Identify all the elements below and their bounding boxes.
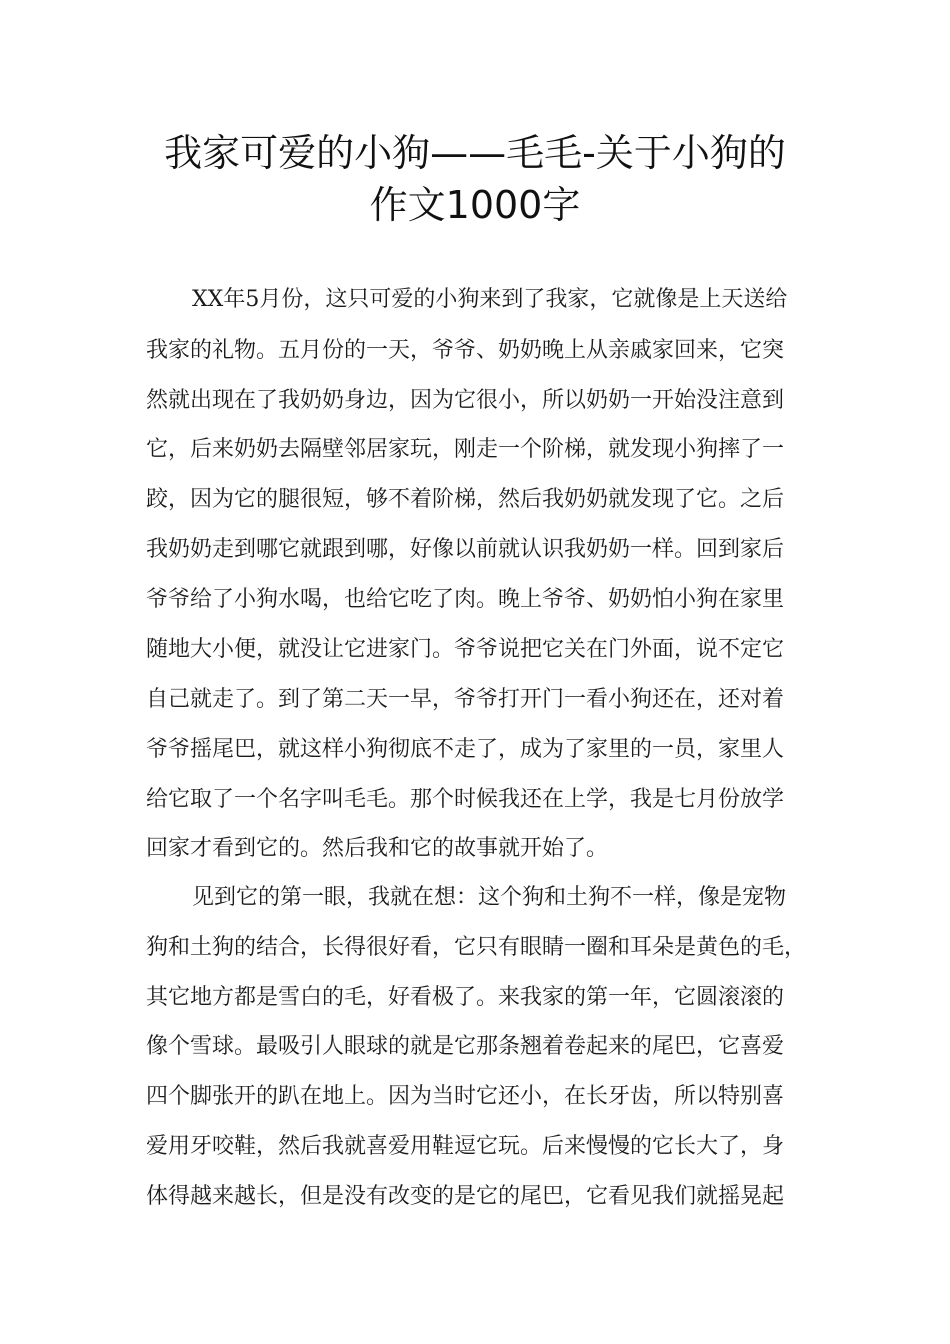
document-title-line-1: 我家可爱的小狗——毛毛-关于小狗的 bbox=[164, 131, 786, 175]
paragraph-2-line-1: 见到它的第一眼，我就在想：这个狗和土狗不一样，像是宠物 bbox=[192, 885, 787, 910]
paragraph-1-line-1: XX年5月份，这只可爱的小狗来到了我家，它就像是上天送给 bbox=[192, 287, 788, 312]
paragraph-1-line-10: 爷爷摇尾巴，就这样小狗彻底不走了，成为了家里的一员，家里人 bbox=[146, 737, 785, 762]
paragraph-1-line-9: 自己就走了。到了第二天一早，爷爷打开门一看小狗还在，还对着 bbox=[146, 687, 785, 712]
paragraph-1-line-4: 它，后来奶奶去隔壁邻居家玩，刚走一个阶梯，就发现小狗摔了一 bbox=[146, 437, 785, 462]
paragraph-2-line-4: 像个雪球。最吸引人眼球的就是它那条翘着卷起来的尾巴，它喜爱 bbox=[146, 1034, 785, 1059]
paragraph-1-line-7: 爷爷给了小狗水喝，也给它吃了肉。晚上爷爷、奶奶怕小狗在家里 bbox=[146, 587, 785, 612]
paragraph-2-line-2: 狗和土狗的结合，长得很好看，它只有眼睛一圈和耳朵是黄色的毛， bbox=[146, 935, 807, 960]
paragraph-2-line-6: 爱用牙咬鞋，然后我就喜爱用鞋逗它玩。后来慢慢的它长大了，身 bbox=[146, 1134, 785, 1159]
paragraph-1-line-12: 回家才看到它的。然后我和它的故事就开始了。 bbox=[146, 836, 609, 861]
paragraph-1-line-6: 我奶奶走到哪它就跟到哪，好像以前就认识我奶奶一样。回到家后 bbox=[146, 537, 785, 562]
document-title-line-2: 作文1000字 bbox=[369, 183, 581, 227]
paragraph-2-line-3: 其它地方都是雪白的毛，好看极了。来我家的第一年，它圆滚滚的 bbox=[146, 985, 785, 1010]
paragraph-2-line-7: 体得越来越长，但是没有改变的是它的尾巴，它看见我们就摇晃起 bbox=[146, 1184, 785, 1209]
paragraph-2-line-5: 四个脚张开的趴在地上。因为当时它还小，在长牙齿，所以特别喜 bbox=[146, 1084, 785, 1109]
paragraph-1-line-2: 我家的礼物。五月份的一天，爷爷、奶奶晚上从亲戚家回来，它突 bbox=[146, 338, 785, 363]
paragraph-1-line-3: 然就出现在了我奶奶身边，因为它很小，所以奶奶一开始没注意到 bbox=[146, 388, 785, 413]
paragraph-1-line-8: 随地大小便，就没让它进家门。爷爷说把它关在门外面，说不定它 bbox=[146, 637, 785, 662]
paragraph-1-line-11: 给它取了一个名字叫毛毛。那个时候我还在上学，我是七月份放学 bbox=[146, 787, 785, 812]
paragraph-1-line-5: 跤，因为它的腿很短，够不着阶梯，然后我奶奶就发现了它。之后 bbox=[146, 487, 785, 512]
